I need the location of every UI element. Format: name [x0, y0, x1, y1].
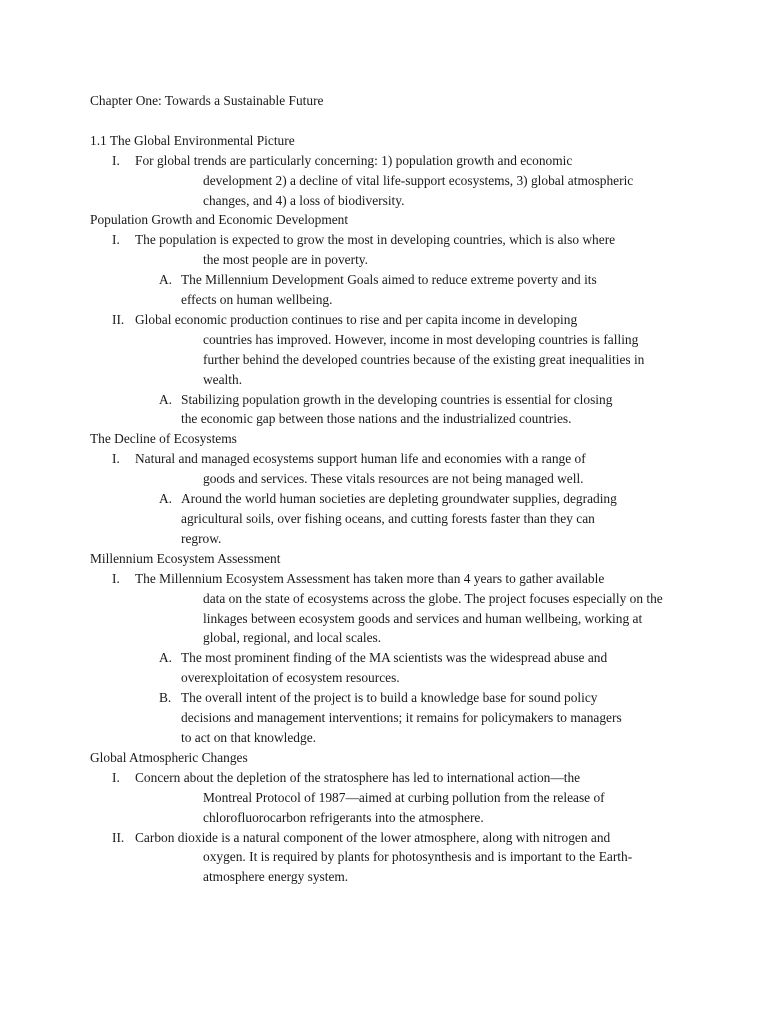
atmosphere-heading: Global Atmospheric Changes — [90, 749, 248, 765]
outline-marker: A. — [159, 272, 173, 288]
document-page — [90, 91, 690, 887]
outline-marker: B. — [159, 690, 172, 706]
assessment-item-1b-line-2: decisions and management interventions; it remains for policymakers to managers — [181, 710, 622, 726]
outline-marker: I. — [112, 232, 120, 248]
ecosystems-item-1-line-1: Natural and managed ecosystems support human life and economies with a range of — [135, 451, 586, 467]
assessment-item-1-line-1: The Millennium Ecosystem Assessment has taken more than 4 years to gather available — [135, 570, 605, 586]
population-heading: Population Growth and Economic Development — [90, 212, 349, 228]
assessment-item-1b-line-1: The overall intent of the project is to build a knowledge base for sound policy — [181, 690, 598, 706]
ecosystems-item-1a-line-1: Around the world human societies are depleting groundwater supplies, degrading — [181, 491, 617, 507]
assessment-item-1-line-3: linkages between ecosystem goods and services and human wellbeing, working at — [203, 610, 643, 626]
chapter-title: Chapter One: Towards a Sustainable Future — [90, 93, 324, 108]
population-item-2 — [90, 310, 690, 390]
atmosphere-item-1 — [90, 768, 690, 828]
outline-marker: A. — [159, 491, 173, 507]
ecosystems-item-1a — [90, 489, 690, 549]
atmosphere-item-1-line-2: Montreal Protocol of 1987—aimed at curbing pollution from the release of — [203, 789, 605, 805]
ecosystems-item-1a-line-3: regrow. — [181, 530, 222, 546]
ecosystems-heading: The Decline of Ecosystems — [90, 431, 237, 447]
atmosphere-item-2-line-1: Carbon dioxide is a natural component of the lower atmosphere, along with nitrogen and — [135, 829, 611, 845]
assessment-item-1a — [90, 648, 690, 688]
outline-marker: I. — [112, 769, 120, 785]
intro-line-2: development 2) a decline of vital life-support ecosystems, 3) global atmospheric — [203, 172, 634, 188]
population-item-1a-line-1: The Millennium Development Goals aimed to reduce extreme poverty and its — [181, 272, 597, 288]
ecosystems-item-1 — [90, 449, 690, 489]
assessment-item-1b-line-3: to act on that knowledge. — [181, 729, 316, 745]
atmosphere-item-2-line-2: oxygen. It is required by plants for photosynthesis and is important to the Earth- — [203, 849, 633, 865]
population-item-1 — [90, 230, 690, 270]
assessment-item-1a-line-2: overexploitation of ecosystem resources. — [181, 670, 400, 686]
atmosphere-item-1-line-3: chlorofluorocarbon refrigerants into the atmosphere. — [203, 809, 484, 825]
atmosphere-item-1-line-1: Concern about the depletion of the stratosphere has led to international action—the — [135, 769, 581, 785]
assessment-item-1 — [90, 569, 690, 649]
population-item-2a-line-2: the economic gap between those nations and the industrialized countries. — [181, 411, 572, 427]
population-item-2-line-2: countries has improved. However, income in most developing countries is falling — [203, 331, 639, 347]
assessment-item-1-line-2: data on the state of ecosystems across the globe. The project focuses especially on the — [203, 590, 663, 606]
ecosystems-item-1a-line-2: agricultural soils, over fishing oceans, and cutting forests faster than they can — [181, 511, 595, 527]
section-heading: 1.1 The Global Environmental Picture — [90, 132, 295, 148]
intro-line-3: changes, and 4) a loss of biodiversity. — [203, 192, 405, 208]
outline-marker: I. — [112, 152, 120, 168]
assessment-item-1-line-4: global, regional, and local scales. — [203, 630, 382, 646]
atmosphere-item-2 — [90, 828, 690, 888]
population-item-1-line-1: The population is expected to grow the most in developing countries, which is also where — [135, 232, 616, 248]
population-item-2-line-4: wealth. — [203, 371, 243, 387]
population-item-2a — [90, 390, 690, 430]
outline-marker: II. — [112, 311, 125, 327]
intro-item — [90, 151, 690, 211]
assessment-heading: Millennium Ecosystem Assessment — [90, 550, 281, 566]
outline-marker: A. — [159, 650, 173, 666]
population-item-2-line-1: Global economic production continues to rise and per capita income in developing — [135, 311, 578, 327]
population-item-1a — [90, 270, 690, 310]
population-item-2a-line-1: Stabilizing population growth in the developing countries is essential for closing — [181, 391, 613, 407]
outline-marker: I. — [112, 570, 120, 586]
population-item-1-line-2: the most people are in poverty. — [203, 252, 368, 268]
population-item-2-line-3: further behind the developed countries because of the existing great inequalities in — [203, 351, 645, 367]
ecosystems-item-1-line-2: goods and services. These vitals resources are not being managed well. — [203, 471, 584, 487]
outline-marker: A. — [159, 391, 173, 407]
assessment-item-1a-line-1: The most prominent finding of the MA scientists was the widespread abuse and — [181, 650, 608, 666]
assessment-item-1b — [90, 688, 690, 748]
population-item-1a-line-2: effects on human wellbeing. — [181, 292, 333, 308]
outline-marker: II. — [112, 829, 125, 845]
outline-marker: I. — [112, 451, 120, 467]
intro-line-1: For global trends are particularly concerning: 1) population growth and economic — [135, 152, 573, 168]
atmosphere-item-2-line-3: atmosphere energy system. — [203, 869, 349, 885]
